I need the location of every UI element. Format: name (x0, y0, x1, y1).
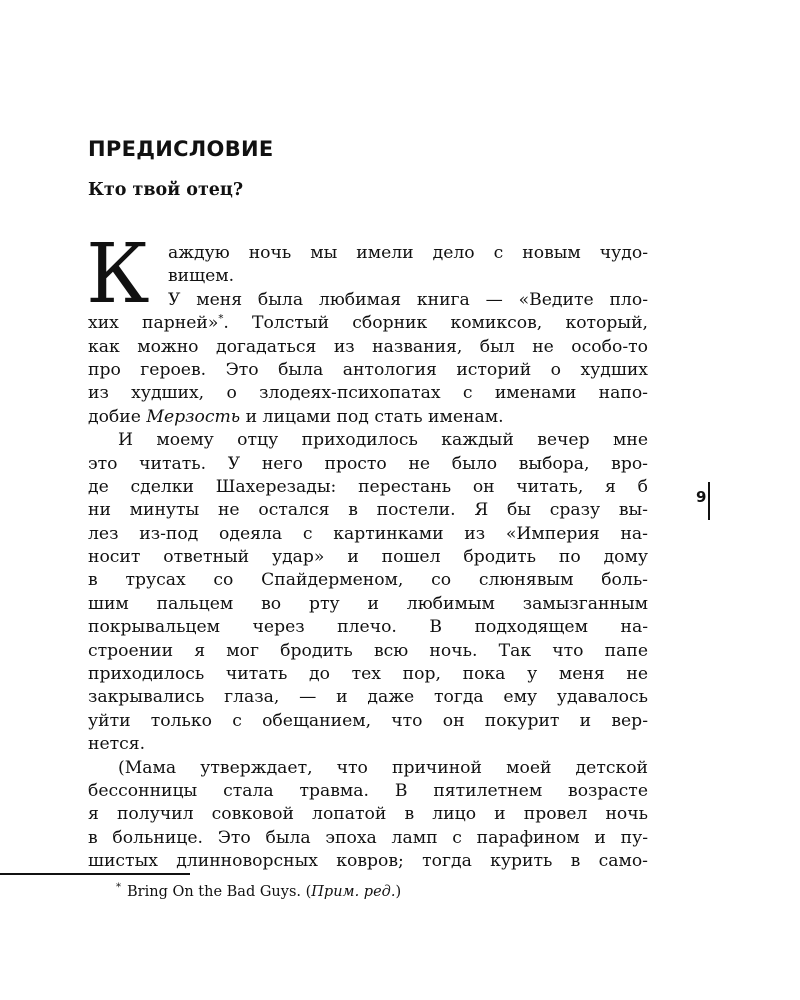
body-text (86, 227, 648, 874)
text-line: лез из-под одеяла с картинками из «Империя на- (88, 523, 648, 544)
text-fragment: добие (88, 406, 147, 427)
text-line: У меня была любимая книга — «Ведите пло- (168, 289, 648, 310)
text-line: в больнице. Это была эпоха ламп с парафином и пу- (88, 827, 648, 848)
text-line: аждую ночь мы имели дело с новым чудо- (168, 243, 648, 263)
text-fragment: и лицами под стать именам. (240, 406, 504, 427)
text-line: носит ответный удар» и пошел бродить по дому (88, 547, 648, 568)
italic-name: Мерзость (146, 406, 241, 427)
text-line: приходилось читать до тех пор, пока у меня не (88, 664, 648, 685)
footnote-marker: * (218, 313, 224, 325)
footnote-divider (0, 873, 190, 875)
text-line (88, 312, 648, 335)
text-line: нется. (88, 734, 146, 755)
text-line: в трусах со Спайдерменом, со слюнявым боль- (88, 570, 648, 591)
chapter-subtitle: Кто твой отец? (88, 180, 244, 200)
text-line: из худших, о злодеях-психопатах с именами напо- (88, 383, 648, 404)
text-line: бессонницы стала травма. В пятилетнем возрасте (88, 780, 648, 801)
text-fragment: хих парней» (88, 313, 219, 334)
text-fragment: . Толстый сборник комиксов, который, (223, 313, 648, 334)
text-line: ни минуты не остался в постели. Я бы сразу вы- (88, 500, 648, 521)
footnote-marker: * (116, 882, 121, 894)
page-number-rule (708, 482, 710, 520)
text-line: де сделки Шахерезады: перестань он читать, я б (88, 476, 648, 497)
text-line: И моему отцу приходилось каждый вечер мне (118, 430, 648, 451)
text-line: как можно догадаться из названия, был не особо-то (88, 336, 648, 357)
drop-cap: К (86, 227, 150, 322)
chapter-title: ПРЕДИСЛОВИЕ (88, 137, 274, 161)
text-line: закрывались глаза, — и даже тогда ему удавалось (88, 687, 648, 708)
text-line: я получил совковой лопатой в лицо и провел ночь (88, 804, 648, 825)
page-number: 9 (696, 488, 707, 506)
text-line: это читать. У него просто не было выбора, вро- (88, 453, 648, 474)
text-line: про героев. Это была антология историй о худших (88, 359, 648, 380)
footnote-note: Прим. ред. (311, 884, 396, 900)
text-line: вищем. (168, 266, 235, 287)
text-line (88, 406, 648, 429)
footnote (116, 884, 401, 900)
text-line: (Мама утверждает, что причиной моей детской (118, 757, 648, 778)
text-line: шим пальцем во рту и любимым замызганным (88, 593, 648, 614)
text-line: строении я мог бродить всю ночь. Так что папе (88, 640, 648, 661)
footnote-close: ) (395, 884, 402, 900)
text-line: шистых длинноворсных ковров; тогда курить в само- (88, 851, 648, 872)
footnote-text: Bring On the Bad Guys. ( (127, 884, 312, 900)
text-line: уйти только с обещанием, что он покурит и вер- (88, 710, 648, 731)
text-line: покрывальцем через плечо. В подходящем на- (88, 617, 648, 638)
